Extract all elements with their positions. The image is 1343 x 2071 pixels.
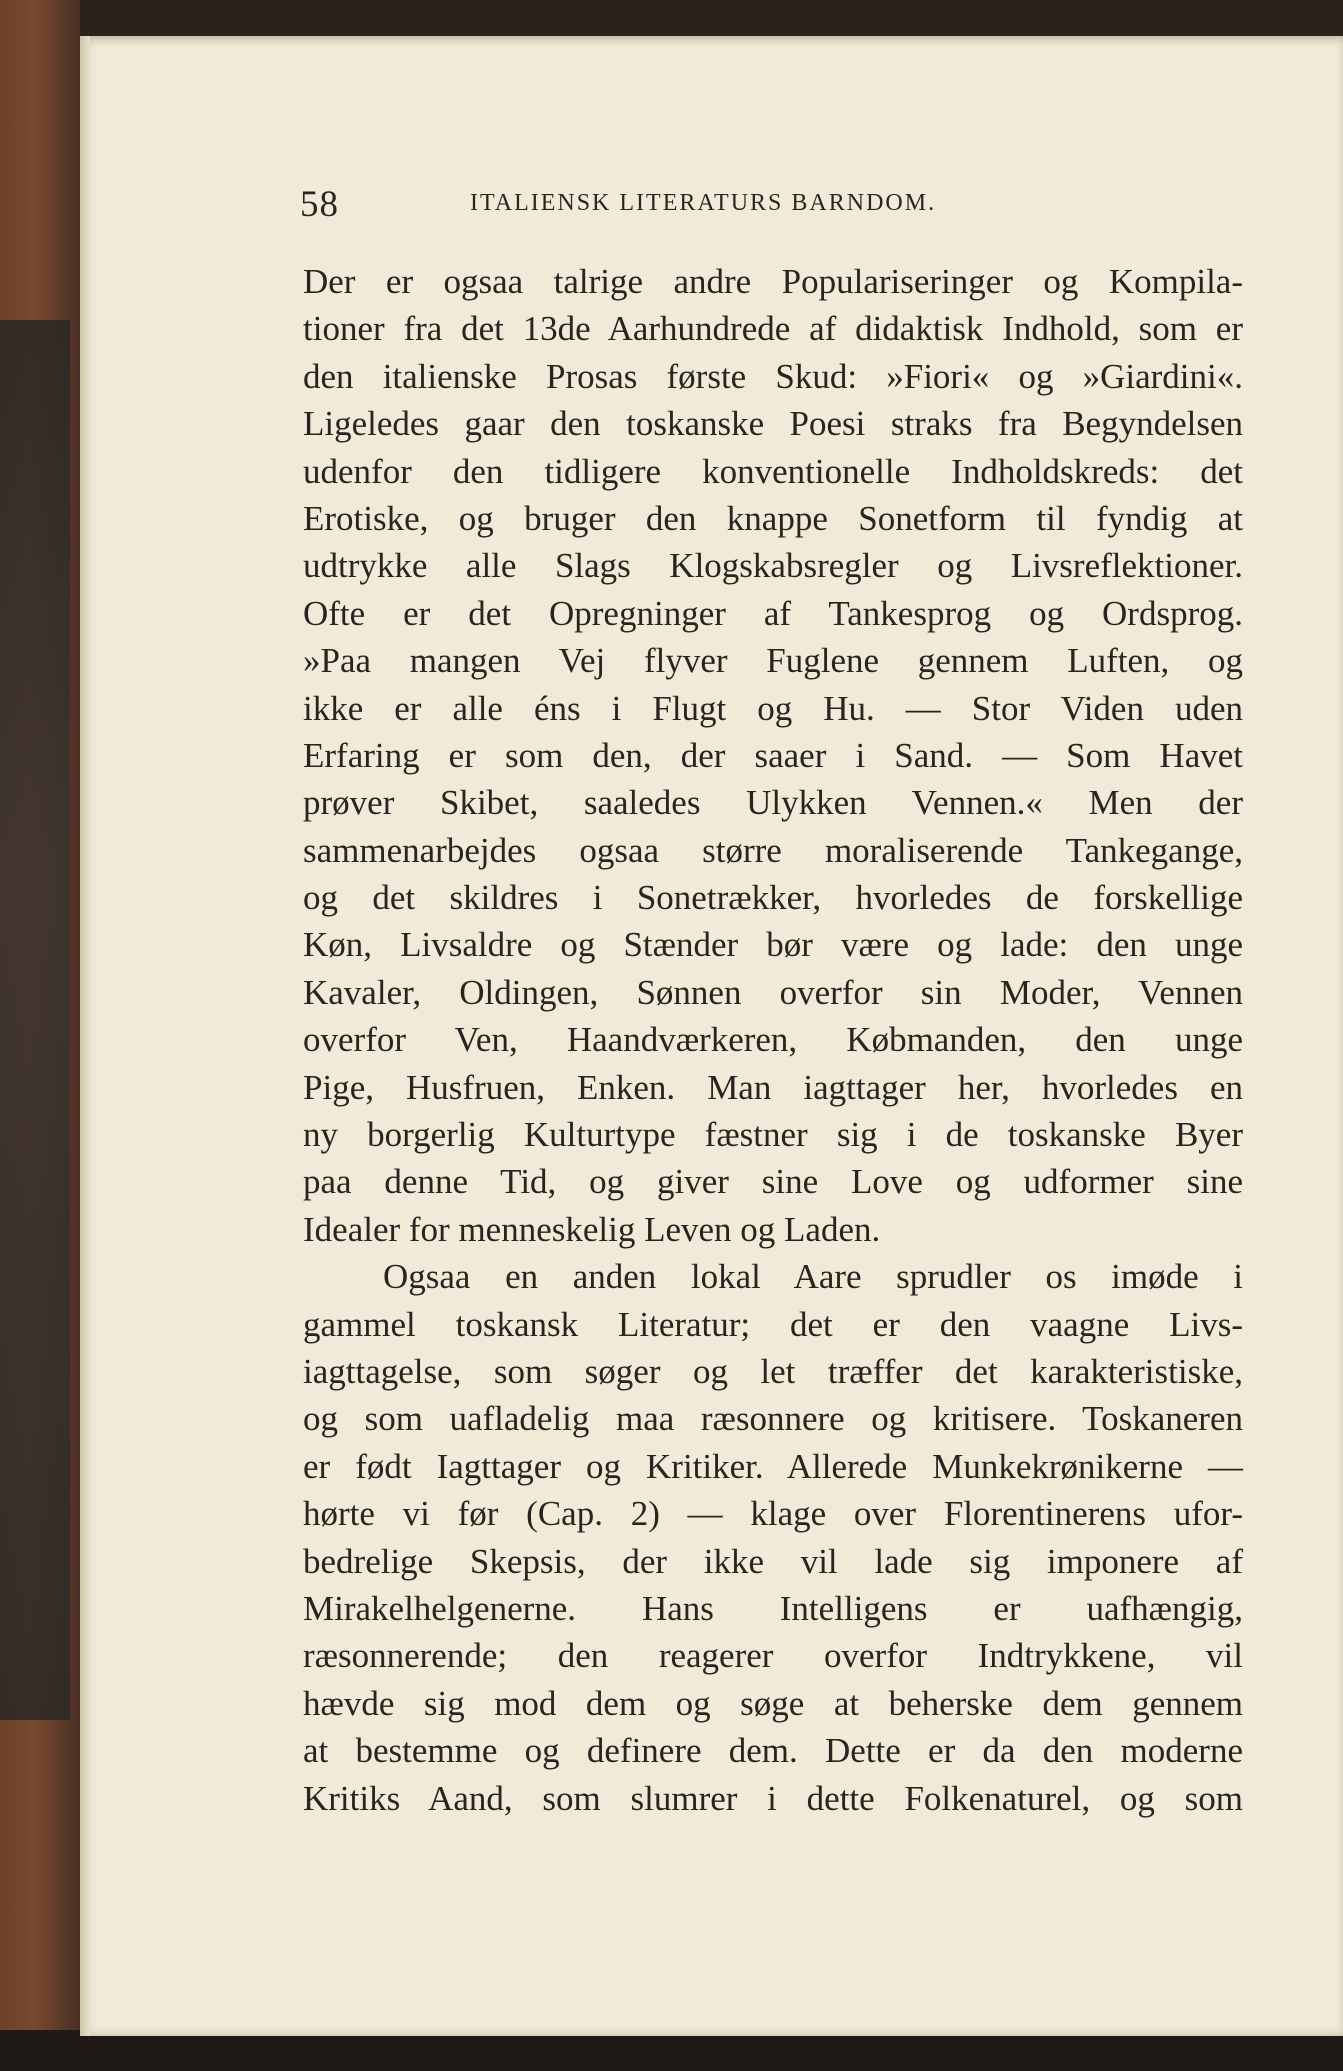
text-line: Pige, Husfruen, Enken. Man iagttager her, hvorledes en [303, 1067, 1243, 1107]
text-line: Køn, Livsaldre og Stænder bør være og lade: den unge [303, 925, 1243, 965]
text-line: Erfaring er som den, der saaer i Sand. — Som Havet [303, 735, 1243, 775]
text-line: Kritiks Aand, som slumrer i dette Folkenaturel, og som [303, 1778, 1243, 1818]
text-line: og det skildres i Sonetrækker, hvorledes de forskellige [303, 878, 1243, 918]
text-line: overfor Ven, Haandværkeren, Købmanden, den unge [303, 1020, 1243, 1060]
text-line: udtrykke alle Slags Klogskabsregler og Livsreflektioner. [303, 546, 1243, 586]
text-line: gammel toskansk Literatur; det er den vaagne Livs- [303, 1304, 1243, 1344]
text-line: Idealer for menneskelig Leven og Laden. [303, 1209, 881, 1249]
text-line: den italienske Prosas første Skud: »Fiori« og »Giardini«. [303, 356, 1243, 396]
page-gutter-edge [80, 36, 90, 2036]
text-line: hørte vi før (Cap. 2) — klage over Florentinerens ufor- [303, 1494, 1243, 1534]
text-line: udenfor den tidligere konventionelle Indholdskreds: det [303, 451, 1243, 491]
text-line: Ligeledes gaar den toskanske Poesi straks fra Begyndelsen [303, 404, 1243, 444]
text-line: er født Iagttager og Kritiker. Allerede Munkekrønikerne — [303, 1446, 1243, 1486]
binding-bottom-edge [0, 2030, 1343, 2071]
text-line: at bestemme og definere dem. Dette er da den moderne [303, 1731, 1243, 1771]
running-title: ITALIENSK LITERATURS BARNDOM. [470, 190, 937, 216]
body-text [303, 258, 1243, 1822]
text-line: Mirakelhelgenerne. Hans Intelligens er uafhængig, [303, 1588, 1243, 1628]
text-line: Der er ogsaa talrige andre Populariseringer og Kompila- [303, 262, 1243, 301]
text-line: Ogsaa en anden lokal Aare sprudler os imøde i [383, 1257, 1243, 1297]
text-line: og som uafladelig maa ræsonnere og kritisere. Toskaneren [303, 1399, 1243, 1439]
text-line: »Paa mangen Vej flyver Fuglene gennem Luften, og [303, 641, 1243, 681]
text-line: ræsonnerende; den reagerer overfor Indtrykkene, vil [303, 1636, 1243, 1676]
text-line: ny borgerlig Kulturtype fæstner sig i de toskanske Byer [303, 1115, 1243, 1155]
text-line: Kavaler, Oldingen, Sønnen overfor sin Moder, Vennen [303, 972, 1243, 1012]
text-line: ikke er alle éns i Flugt og Hu. — Stor Viden uden [303, 688, 1243, 728]
text-line: iagttagelse, som søger og let træffer det karakteristiske, [303, 1351, 1243, 1391]
text-line: hævde sig mod dem og søge at beherske dem gennem [303, 1683, 1243, 1723]
text-line: sammenarbejdes ogsaa større moraliserende Tankegange, [303, 830, 1243, 870]
text-line: tioner fra det 13de Aarhundrede af didaktisk Indhold, som er [303, 309, 1243, 349]
text-line: prøver Skibet, saaledes Ulykken Vennen.« Men der [303, 783, 1243, 823]
text-line: bedrelige Skepsis, der ikke vil lade sig imponere af [303, 1541, 1243, 1581]
text-line: Ofte er det Opregninger af Tankesprog og Ordsprog. [303, 593, 1243, 633]
text-line: Erotiske, og bruger den knappe Sonetform til fyndig at [303, 498, 1243, 538]
binding-left-shadow [0, 320, 70, 1720]
text-line: paa denne Tid, og giver sine Love og udformer sine [303, 1162, 1243, 1202]
page-number: 58 [300, 184, 339, 225]
page-header [300, 183, 1100, 233]
